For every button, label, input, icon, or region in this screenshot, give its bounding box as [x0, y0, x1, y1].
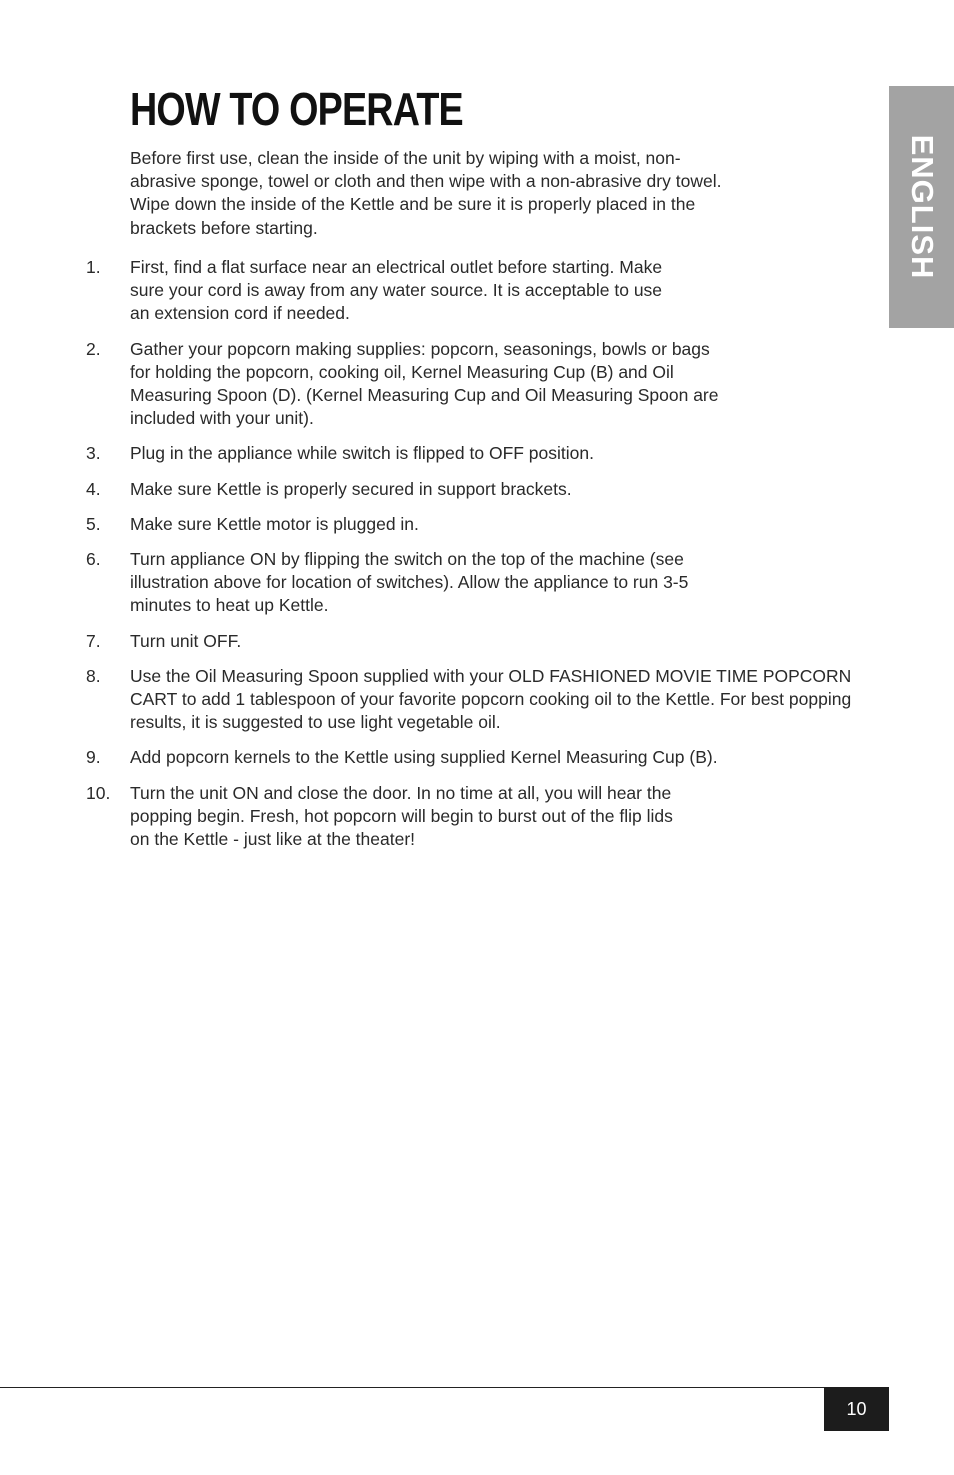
step-2 [86, 338, 732, 431]
step-5 [86, 513, 786, 536]
step-number: 5. [86, 513, 101, 534]
page-number-box [824, 1387, 889, 1431]
page-title: HOW TO OPERATE [130, 83, 463, 135]
step-number: 7. [86, 630, 101, 651]
step-number: 4. [86, 478, 101, 499]
step-text: Add popcorn kernels to the Kettle using supplied Kernel Measuring Cup (B). [130, 747, 718, 768]
step-9 [86, 746, 866, 769]
step-8 [86, 665, 866, 735]
step-number: 9. [86, 747, 101, 768]
step-number: 6. [86, 549, 101, 570]
step-text: Turn appliance ON by flipping the switch on the top of the machine (see illustration above for location of switches). Allow the appliance to run 3-5 minutes to heat up Kettle. [130, 549, 689, 616]
step-text: Turn the unit ON and close the door. In no time at all, you will hear the popping begin. Fresh, hot popcorn will begin to burst out of the flip lids on the Kettle - just like at the theater! [130, 782, 673, 850]
step-number: 2. [86, 338, 101, 359]
step-1 [86, 256, 686, 326]
step-text: First, find a flat surface near an electrical outlet before starting. Make sure your cord is away from any water source. It is acceptable to use an extension cord if needed. [130, 257, 663, 324]
step-3 [86, 442, 786, 465]
instruction-steps [86, 256, 866, 851]
step-10 [86, 782, 690, 852]
intro-paragraph: Before first use, clean the inside of the unit by wiping with a moist, non-abrasive sponge, towel or cloth and then wipe with a non-abrasive dry towel. Wipe down the inside of the Kettle and be sure it is properly placed in the brackets before starting. [130, 148, 722, 238]
step-text: Make sure Kettle motor is plugged in. [130, 513, 419, 534]
step-number: 8. [86, 665, 101, 686]
step-text: Gather your popcorn making supplies: popcorn, seasonings, bowls or bags for holding the popcorn, cooking oil, Kernel Measuring Cup (B) and Oil Measuring Spoon (D). (Kernel Measuring Cup and Oil Measuring Spoon are included with your unit). [130, 338, 719, 429]
step-number: 10. [86, 782, 111, 803]
step-text: Make sure Kettle is properly secured in support brackets. [130, 478, 572, 499]
step-text: Plug in the appliance while switch is flipped to OFF position. [130, 443, 594, 464]
step-text: Use the Oil Measuring Spoon supplied with your OLD FASHIONED MOVIE TIME POPCORN CART to add 1 tablespoon of your favorite popcorn cooking oil to the Kettle. For best popping results, it is suggested to use light vegetable oil. [130, 665, 852, 733]
step-text: Turn unit OFF. [130, 630, 242, 651]
language-tab [889, 86, 954, 328]
step-4 [86, 478, 786, 501]
step-7 [86, 630, 786, 653]
language-label: ENGLISH [904, 134, 940, 280]
step-number: 1. [86, 257, 101, 277]
step-6 [86, 548, 700, 618]
step-number: 3. [86, 443, 101, 464]
page-number: 10 [846, 1398, 867, 1419]
footer-divider [0, 1387, 889, 1388]
